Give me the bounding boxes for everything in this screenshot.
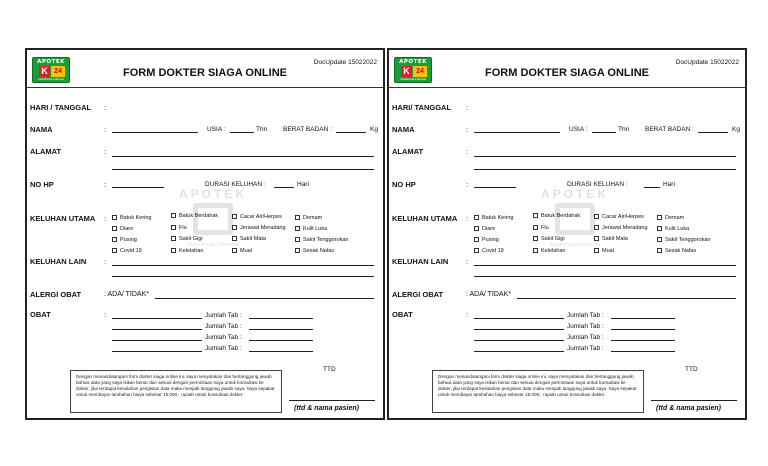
jumlah-tab-field-2[interactable] xyxy=(611,329,675,330)
no-hp-field[interactable] xyxy=(112,187,164,188)
hari-unit: Hari xyxy=(663,181,675,188)
berat-badan-label: BERAT BADAN : xyxy=(645,126,694,133)
watermark-logo: APOTEK Apotekmuga Indonesia xyxy=(540,187,609,248)
hari-tanggal-label: HARI/ TANGGAL xyxy=(392,103,452,112)
checkbox-sesak-nafas[interactable]: Sesak Nafas xyxy=(657,247,696,255)
keluhan-utama-label: KELUHAN UTAMA xyxy=(392,214,458,223)
checkbox-mual[interactable]: Mual xyxy=(232,247,252,255)
checkbox-jerawat-meradang[interactable]: Jerawat Meradang xyxy=(594,224,648,232)
checkbox-cacar-air-herpes[interactable]: Cacar Air/Herpes xyxy=(232,213,282,221)
checkbox-demam[interactable]: Demam xyxy=(295,214,322,222)
checkbox-sakit-gigi[interactable]: Sakit Gigi xyxy=(533,235,565,243)
keluhan-lain-field-1[interactable] xyxy=(474,265,736,266)
berat-badan-field[interactable] xyxy=(698,132,728,133)
checkbox-kulit-luka[interactable]: Kulit Luka xyxy=(295,225,327,233)
checkbox-diare[interactable]: Diare xyxy=(112,225,133,233)
checkbox-sakit-gigi[interactable]: Sakit Gigi xyxy=(171,235,203,243)
jumlah-tab-field-3[interactable] xyxy=(249,340,313,341)
signature-field[interactable] xyxy=(651,400,737,401)
no-hp-field[interactable] xyxy=(474,187,516,188)
jumlah-tab-field-4[interactable] xyxy=(611,351,675,352)
checkbox-kulit-luka[interactable]: Kulit Luka xyxy=(657,225,689,233)
checkbox-pusing[interactable]: Pusing xyxy=(112,236,137,244)
nama-label: NAMA xyxy=(30,125,53,134)
watermark-logo: APOTEK Apotekmuga Indonesia xyxy=(178,187,247,248)
alamat-field-1[interactable] xyxy=(474,156,736,157)
consent-statement: Dengan menandatangani form dokter siaga online ini, saya menyatakan dan bertanggung jawab bahwa data yang saya isikan benar dan sesuai dengan permintaan saya untuk konsultasi ke dokter, jika terdapat kesalahan pengisian data maka menjadi tanggung jawab saya. Saya sepakat untuk membayar tambahan biaya sebesar 15.000,- rupiah untuk konsultasi dokter. xyxy=(70,370,282,413)
signature-label: (ttd & nama pasien) xyxy=(294,405,359,412)
keluhan-lain-field-2[interactable] xyxy=(474,276,736,277)
checkbox-covid-19[interactable]: Covid 19 xyxy=(112,247,142,255)
obat-field-4[interactable] xyxy=(112,351,202,352)
checkbox-sakit-mata[interactable]: Sakit Mata xyxy=(232,235,266,243)
durasi-field[interactable] xyxy=(274,187,294,188)
keluhan-lain-label: KELUHAN LAIN xyxy=(392,257,449,266)
checkbox-kelelahan[interactable]: Kelelahan xyxy=(171,247,203,255)
keluhan-lain-field-1[interactable] xyxy=(112,265,374,266)
signature-label: (ttd & nama pasien) xyxy=(656,405,721,412)
alamat-field-2[interactable] xyxy=(474,169,736,170)
form-header xyxy=(389,50,745,88)
checkbox-kelelahan[interactable]: Kelelahan xyxy=(533,247,565,255)
jumlah-tab-field-4[interactable] xyxy=(249,351,313,352)
alergi-obat-label: ALERGI OBAT xyxy=(30,290,82,299)
apotek-k24-logo: APOTEK K 24 Apotekmuga Indonesia xyxy=(32,57,70,83)
no-hp-label: NO HP xyxy=(392,180,416,189)
alergi-obat-field[interactable] xyxy=(517,298,736,299)
durasi-keluhan-label: DURASI KELUHAN : xyxy=(205,181,266,188)
checkbox-flu[interactable]: Flu xyxy=(171,224,187,232)
no-hp-label: NO HP xyxy=(30,180,54,189)
consent-statement: Dengan menandatangani form dokter siaga online ini, saya menyatakan dan bertanggung jawab bahwa data yang saya isikan benar dan sesuai dengan permintaan saya untuk konsultasi ke dokter, jika terdapat kesalahan pengisian data maka menjadi tanggung jawab saya. Saya sepakat untuk membayar tambahan biaya sebesar 15.000,- rupiah untuk konsultasi dokter. xyxy=(432,370,644,413)
kg-label: Kg xyxy=(370,126,378,133)
alamat-label: ALAMAT xyxy=(30,147,62,156)
usia-field[interactable] xyxy=(230,132,254,133)
checkbox-sakit-mata[interactable]: Sakit Mata xyxy=(594,235,628,243)
checkbox-sakit-tenggorokan[interactable]: Sakit Tenggorokan xyxy=(657,236,710,244)
checkbox-sakit-tenggorokan[interactable]: Sakit Tenggorokan xyxy=(295,236,348,244)
obat-label: OBAT xyxy=(30,310,51,319)
obat-field-2[interactable] xyxy=(112,329,202,330)
form-dokter-siaga-left: APOTEK K 24 Apotekmuga Indonesia FORM DOKTER SIAGA ONLINE DocUpdate 15022022 APOTEK Apotekmuga Indonesia HARI / TANGGAL : NAMA : USIA : Thn BERAT BADAN : Kg ALAMAT : NO HP : DURASI KELUHAN : Hari KELUHAN UTAMA : Batuk Kering Diare Pusing Covid 19 Batuk Berdahak Flu Sakit Gigi Kelelahan Cacar Air/Herpes Jerawat Meradang Sakit Mata Mual Demam Kulit Luka Sakit Tenggorokan Sesak Nafas KELUHAN LAIN : ALERGI OBAT : ADA/ TIDAK* OBAT : Jumlah Tab : Jumlah Tab : Jumlah Tab : Jumlah Tab : TTD Dengan menandatangani form dokter siaga online ini, saya menyatakan dan bertanggung jawab bahwa data yang saya isikan benar dan sesuai dengan permintaan saya untuk konsultasi ke dokter, jika terdapat kesalahan pengisian data maka menjadi tanggung jawab saya. Saya sepakat untuk membayar tambahan biaya sebesar 15.000,- rupiah untuk konsultasi dokter. (ttd & nama pasien) xyxy=(25,48,385,420)
berat-badan-label: BERAT BADAN : xyxy=(283,126,332,133)
ttd-label: TTD xyxy=(685,366,698,373)
jumlah-tab-field-1[interactable] xyxy=(249,318,313,319)
doc-update: DocUpdate 15022022 xyxy=(313,59,377,66)
alamat-label: ALAMAT xyxy=(392,147,424,156)
checkbox-diare[interactable]: Diare xyxy=(474,225,495,233)
jumlah-tab-field-2[interactable] xyxy=(249,329,313,330)
alamat-field-2[interactable] xyxy=(112,169,374,170)
alamat-field-1[interactable] xyxy=(112,156,374,157)
kg-label: Kg xyxy=(732,126,740,133)
checkbox-batuk-kering[interactable]: Batuk Kering xyxy=(112,214,152,222)
signature-field[interactable] xyxy=(289,400,375,401)
obat-field-1[interactable] xyxy=(112,318,202,319)
form-title: FORM DOKTER SIAGA ONLINE xyxy=(123,67,287,79)
usia-label: USIA : xyxy=(569,126,588,133)
nama-field[interactable] xyxy=(474,132,560,133)
usia-label: USIA : xyxy=(207,126,226,133)
checkbox-demam[interactable]: Demam xyxy=(657,214,684,222)
berat-badan-field[interactable] xyxy=(336,132,366,133)
keluhan-lain-field-2[interactable] xyxy=(112,276,374,277)
hari-tanggal-label: HARI / TANGGAL xyxy=(30,103,92,112)
alergi-obat-value: : ADA/ TIDAK* xyxy=(104,291,149,298)
jumlah-tab-field-3[interactable] xyxy=(611,340,675,341)
usia-field[interactable] xyxy=(592,132,616,133)
thn-label: Thn xyxy=(256,126,268,133)
durasi-field[interactable] xyxy=(644,187,660,188)
form-dokter-siaga-right: APOTEK K 24 Apotekmuga Indonesia FORM DOKTER SIAGA ONLINE DocUpdate 15022022 APOTEK Apotekmuga Indonesia HARI/ TANGGAL : NAMA : USIA : Thn BERAT BADAN : Kg ALAMAT : NO HP : DURASI KELUHAN : Hari KELUHAN UTAMA : Batuk Kering Diare Pusing Covid 19 Batuk Berdahak Flu Sakit Gigi Kelelahan Cacar Air/Herpes Jerawat Meradang Sakit Mata Mual Demam Kulit Luka Sakit Tenggorokan Sesak Nafas KELUHAN LAIN : ALERGI OBAT : ADA/ TIDAK* OBAT : Jumlah Tab : Jumlah Tab : Jumlah Tab : Jumlah Tab : TTD Dengan menandatangani form dokter siaga online ini, saya menyatakan dan bertanggung jawab bahwa data yang saya isikan benar dan sesuai dengan permintaan saya untuk konsultasi ke dokter, jika terdapat kesalahan pengisian data maka menjadi tanggung jawab saya. Saya sepakat untuk membayar tambahan biaya sebesar 15.000,- rupiah untuk konsultasi dokter. (ttd & nama pasien) xyxy=(387,48,747,420)
doc-update: DocUpdate 15022022 xyxy=(675,59,739,66)
alergi-obat-field[interactable] xyxy=(155,298,374,299)
nama-label: NAMA xyxy=(392,125,415,134)
jumlah-tab-field-1[interactable] xyxy=(611,318,675,319)
checkbox-sesak-nafas[interactable]: Sesak Nafas xyxy=(295,247,334,255)
checkbox-covid-19[interactable]: Covid 19 xyxy=(474,247,504,255)
durasi-keluhan-label: DURASI KELUHAN : xyxy=(567,181,628,188)
obat-field-4[interactable] xyxy=(474,351,564,352)
obat-field-2[interactable] xyxy=(474,329,564,330)
keluhan-utama-label: KELUHAN UTAMA xyxy=(30,214,96,223)
checkbox-pusing[interactable]: Pusing xyxy=(474,236,499,244)
alergi-obat-label: ALERGI OBAT xyxy=(392,290,444,299)
obat-label: OBAT xyxy=(392,310,413,319)
obat-field-3[interactable] xyxy=(112,340,202,341)
checkbox-batuk-berdahak[interactable]: Batuk Berdahak xyxy=(171,212,218,220)
checkbox-flu[interactable]: Flu xyxy=(533,224,549,232)
checkbox-batuk-kering[interactable]: Batuk Kering xyxy=(474,214,514,222)
checkbox-cacar-air-herpes[interactable]: Cacar Air/Herpes xyxy=(594,213,644,221)
checkbox-jerawat-meradang[interactable]: Jerawat Meradang xyxy=(232,224,286,232)
thn-label: Thn xyxy=(618,126,630,133)
obat-field-1[interactable] xyxy=(474,318,564,319)
apotek-k24-logo: APOTEK K 24 Apotekmuga Indonesia xyxy=(394,57,432,83)
keluhan-lain-label: KELUHAN LAIN xyxy=(30,257,87,266)
alergi-obat-value: : ADA/ TIDAK* xyxy=(466,291,511,298)
form-title: FORM DOKTER SIAGA ONLINE xyxy=(485,67,649,79)
ttd-label: TTD xyxy=(323,366,336,373)
nama-field[interactable] xyxy=(112,132,198,133)
checkbox-mual[interactable]: Mual xyxy=(594,247,614,255)
form-header xyxy=(27,50,383,88)
checkbox-batuk-berdahak[interactable]: Batuk Berdahak xyxy=(533,212,580,220)
hari-unit: Hari xyxy=(297,181,309,188)
obat-field-3[interactable] xyxy=(474,340,564,341)
